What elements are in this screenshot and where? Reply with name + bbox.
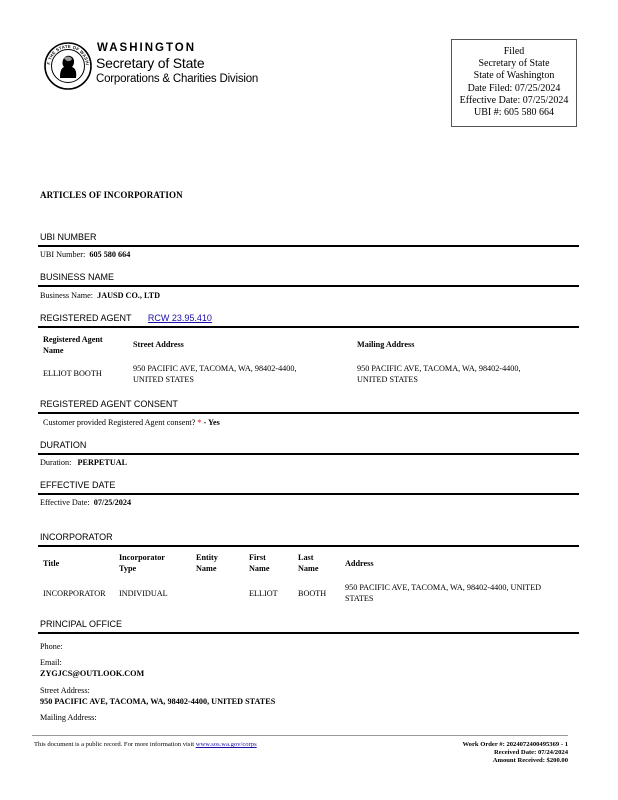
stamp-line: State of Washington (473, 70, 555, 82)
sos-corps-link[interactable]: www.sos.wa.gov/corps (195, 741, 257, 748)
stamp-line: Secretary of State (478, 58, 550, 70)
incorporator-title-cell: INCORPORATOR (43, 589, 106, 598)
footer-note-text: This document is a public record. For more information visit (34, 741, 195, 748)
work-order-number: Work Order #: 2024072400495369 - 1 (462, 741, 568, 748)
agent-name-cell: ELLIOT BOOTH (43, 369, 102, 378)
stamp-line: Effective Date: 07/25/2024 (459, 94, 569, 106)
column-header-mailing-address: Mailing Address (357, 340, 415, 349)
incorporator-first-name-cell: ELLIOT (249, 589, 278, 598)
principal-phone-label: Phone: (40, 642, 63, 651)
svg-text:SEAL OF THE STATE OF WASHINGTO: F THE STATE OF WASHI (46, 43, 90, 66)
footer-public-record-note (34, 741, 257, 748)
footer-divider (32, 735, 568, 736)
duration-field (40, 458, 127, 467)
org-office-name: Secretary of State (96, 55, 205, 71)
amount-received: Amount Received: $200.00 (492, 757, 568, 765)
business-name-label: Business Name: (40, 291, 93, 300)
business-name-field (40, 291, 160, 300)
column-header-title: Title (43, 559, 60, 568)
section-divider (38, 545, 579, 547)
filing-stamp-box (451, 39, 577, 127)
incorporator-type-cell: INDIVIDUAL (119, 589, 168, 598)
registered-agent-heading-text: REGISTERED AGENT (40, 313, 132, 323)
state-seal-icon (44, 42, 92, 90)
agent-street-cell: 950 PACIFIC AVE, TACOMA, WA, 98402-4400, UNITED STATES (133, 364, 297, 384)
section-divider (38, 326, 579, 328)
section-divider (38, 245, 579, 247)
column-header-agent-name: Registered Agent Name (43, 335, 103, 355)
section-heading-registered-agent (40, 313, 212, 323)
principal-street-label: Street Address: (40, 686, 90, 695)
section-heading-incorporator: INCORPORATOR (40, 532, 113, 542)
stamp-line: Filed (503, 46, 525, 57)
column-header-last-name: Last Name (298, 553, 319, 573)
principal-email-label: Email: (40, 658, 62, 667)
column-header-incorporator-type: Incorporator Type (119, 553, 165, 573)
received-date: Received Date: 07/24/2024 (494, 749, 568, 757)
section-divider (38, 453, 579, 455)
ubi-field (40, 250, 130, 259)
effective-date-field (40, 498, 131, 507)
effective-date-label: Effective Date: (40, 498, 90, 507)
column-header-address: Address (345, 559, 374, 568)
section-heading-effective-date: EFFECTIVE DATE (40, 480, 116, 490)
section-heading-agent-consent: REGISTERED AGENT CONSENT (40, 399, 178, 409)
section-divider (38, 493, 579, 495)
document-title: ARTICLES OF INCORPORATION (40, 190, 183, 200)
stamp-line: UBI #: 605 580 664 (474, 107, 554, 119)
column-header-street-address: Street Address (133, 340, 184, 349)
column-header-first-name: First Name (249, 553, 270, 573)
section-divider (38, 285, 579, 287)
principal-email-value: ZYGJCS@OUTLOOK.COM (40, 669, 145, 678)
duration-value: PERPETUAL (77, 458, 128, 467)
agent-consent-label: Customer provided Registered Agent consent? (43, 418, 196, 427)
section-heading-ubi: UBI NUMBER (40, 232, 97, 242)
duration-label: Duration: (40, 458, 72, 467)
effective-date-value: 07/25/2024 (93, 498, 132, 507)
business-name-value: JAUSD CO., LTD (97, 291, 161, 300)
section-heading-business-name: BUSINESS NAME (40, 272, 115, 282)
column-header-entity-name: Entity Name (196, 553, 218, 573)
principal-street-value: 950 PACIFIC AVE, TACOMA, WA, 98402-4400, UNITED STATES (40, 697, 276, 706)
org-state-name: WASHINGTON (97, 42, 197, 54)
ubi-label: UBI Number: (40, 250, 86, 259)
section-heading-principal-office: PRINCIPAL OFFICE (40, 619, 123, 629)
rcw-link[interactable]: RCW 23.95.410 (147, 313, 212, 323)
stamp-line: Date Filed: 07/25/2024 (467, 82, 561, 94)
principal-mailing-label: Mailing Address: (40, 713, 97, 722)
agent-consent-field (43, 418, 220, 427)
footer-work-order-info (462, 741, 568, 766)
ubi-value: 605 580 664 (89, 250, 131, 259)
section-heading-duration: DURATION (40, 440, 87, 450)
section-divider (38, 412, 579, 414)
section-divider (38, 632, 579, 634)
agent-consent-value: - Yes (203, 418, 220, 427)
incorporator-address-cell: 950 PACIFIC AVE, TACOMA, WA, 98402-4400, UNITED STATES (345, 583, 542, 603)
agent-mailing-cell: 950 PACIFIC AVE, TACOMA, WA, 98402-4400, UNITED STATES (357, 364, 521, 384)
required-asterisk: * (197, 418, 202, 427)
org-division-name: Corporations & Charities Division (96, 73, 259, 85)
incorporator-last-name-cell: BOOTH (298, 589, 327, 598)
